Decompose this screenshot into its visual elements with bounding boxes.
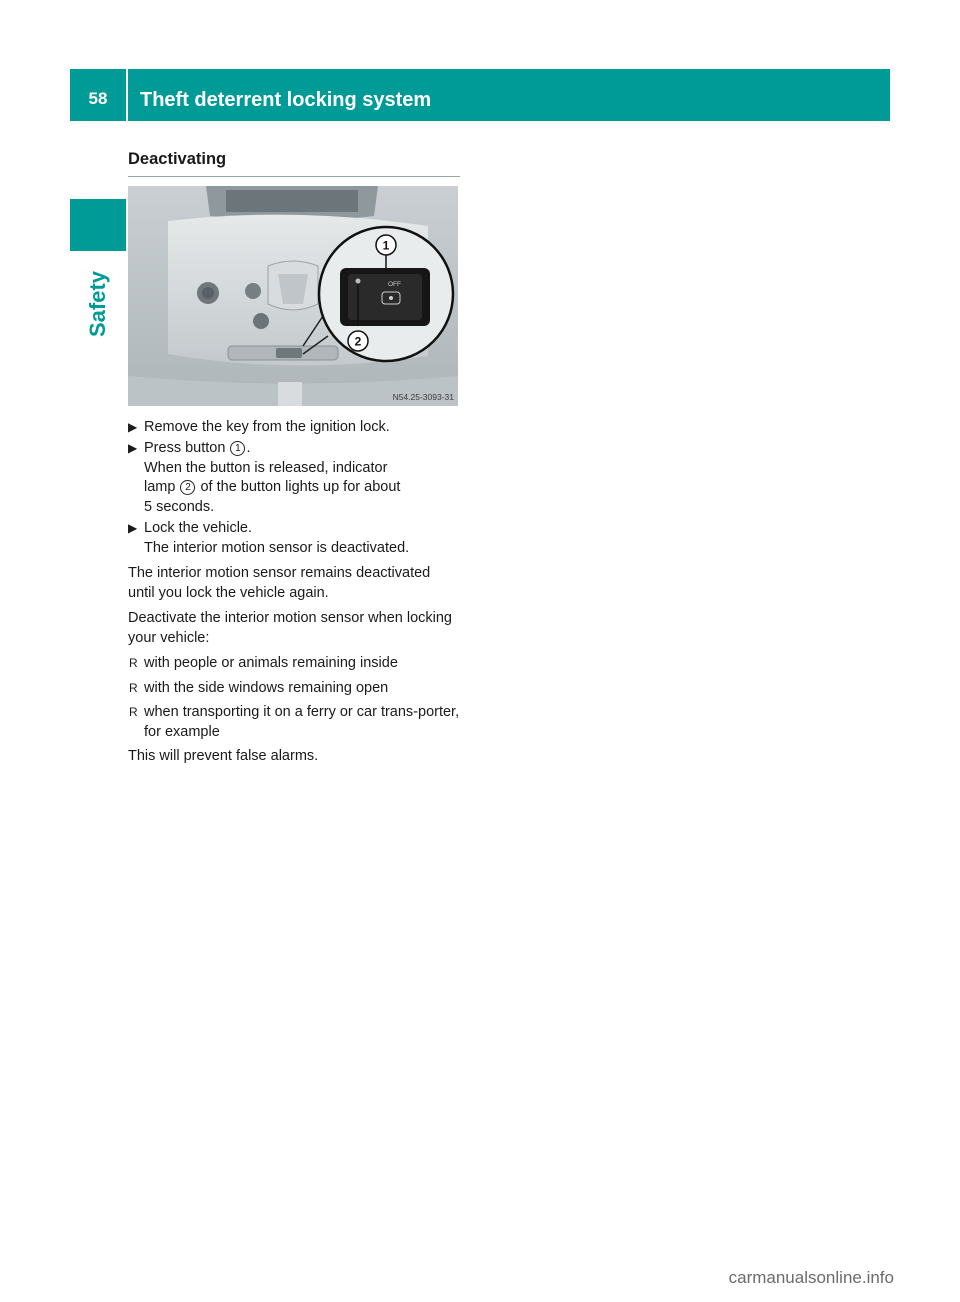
- figure-code: N54.25-3093-31: [392, 391, 454, 402]
- step-text: Lock the vehicle.: [144, 520, 253, 536]
- bullet-icon: R: [129, 680, 138, 695]
- side-tab-label: Safety: [85, 270, 110, 338]
- callout-2: 2: [354, 334, 362, 348]
- header-divider: [126, 69, 128, 121]
- list-item: R when transporting it on a ferry or car trans-porter, for example: [129, 704, 460, 740]
- step-result-line: lamp 2 of the button lights up for about: [144, 479, 401, 495]
- step-arrow-icon: ▶: [128, 441, 138, 455]
- closing-sentence: This will prevent false alarms.: [128, 748, 319, 764]
- side-tab: [70, 199, 126, 251]
- paragraph: The interior motion sensor remains deactivated until you lock the vehicle again.: [128, 565, 431, 601]
- step-arrow-icon: ▶: [128, 521, 138, 535]
- bullet-icon: R: [129, 656, 138, 670]
- step-remove-key: [128, 418, 460, 438]
- bullet-icon: R: [129, 705, 138, 719]
- step-arrow-icon: ▶: [128, 419, 138, 434]
- step-text: Press button: [144, 440, 230, 456]
- section-heading: Deactivating: [128, 150, 460, 177]
- paragraph: Deactivate the interior motion sensor when locking your vehicle:: [128, 610, 452, 646]
- ref-number-1: 1: [230, 441, 245, 456]
- ref-number-2: 2: [180, 480, 195, 495]
- button-off-label: OFF: [388, 280, 401, 288]
- step-result-line: When the button is released, indicator: [144, 459, 388, 476]
- step-text: Remove the key from the ignition lock.: [144, 418, 390, 435]
- list-item: R with the side windows remaining open: [128, 679, 460, 699]
- main-content: [128, 150, 460, 773]
- step-result-line: 5 seconds.: [144, 498, 215, 515]
- step-result: The interior motion sensor is deactivated.: [144, 539, 410, 556]
- callout-1: 1: [382, 238, 390, 252]
- step-press-button: ▶ Press button 1 . When the button is released, indicator lamp 2 of the button lights up for about 5 seconds.: [128, 439, 460, 517]
- page-number: 58: [88, 89, 108, 108]
- overhead-control-panel-figure: [128, 186, 458, 406]
- page-title: Theft deterrent locking system: [140, 89, 432, 111]
- list-item: R with people or animals remaining inside: [128, 654, 460, 674]
- step-lock-vehicle: [128, 519, 460, 558]
- watermark: carmanualsonline.info: [728, 1268, 894, 1287]
